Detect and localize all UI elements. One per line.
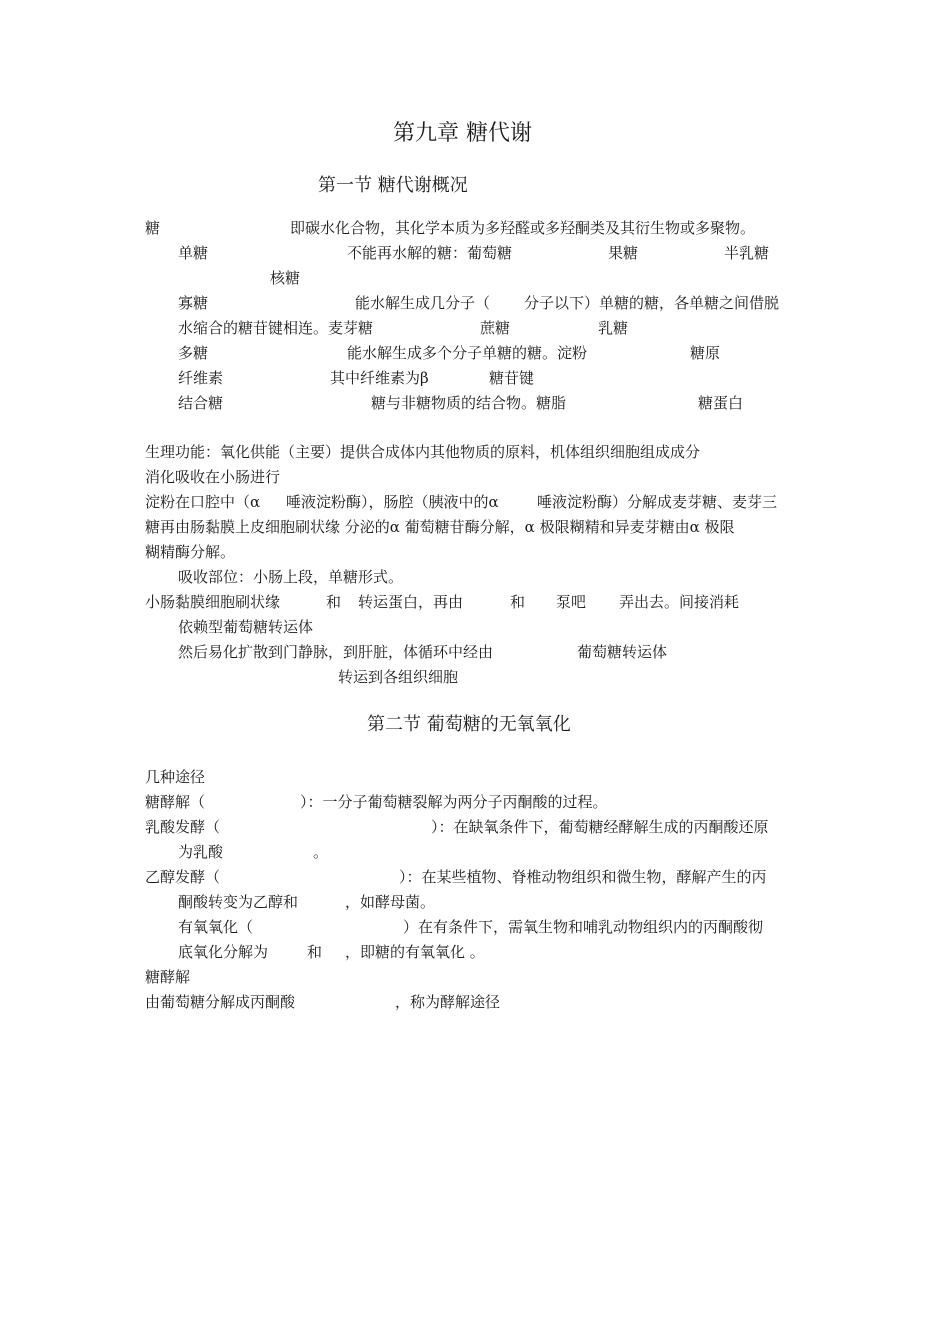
aerobic-d: 和 [307,943,323,961]
starch-line1c: 唾液淀粉酶）分解成麦芽糖、麦芽三 [537,493,778,511]
conj-term: 结合糖 [178,394,224,412]
sodium-text: 依赖型葡萄糖转运体 [178,618,314,636]
glyco-b: ）：一分子葡萄糖裂解为两分子丙酮酸的过程。 [300,793,608,811]
glyco-def-b: ，称为酵解途径 [395,993,501,1011]
chapter-title: 第九章 糖代谢 [393,121,532,146]
poly-text: 能水解生成多个分子单糖的糖。淀粉 [347,344,588,362]
brush-b: 转运蛋白，再由 [358,593,464,611]
poly-term: 多糖 [178,344,209,362]
starch-line1b: 唾液淀粉酶），肠腔（胰液中的α [286,493,499,511]
lactic-c: 为乳酸 [178,843,224,861]
glyco-head: 糖酵解 [145,968,191,986]
oligo-text2: 分子以下）单糖的糖，各单糖之间借脱 [524,294,780,312]
diffuse-a: 然后易化扩散到门静脉，到肝脏，体循环中经由 [178,643,494,661]
physio-text: 生理功能：氧化供能（主要）提供合成体内其他物质的原料，机体组织细胞组成成分 [145,443,701,461]
ethanol-d: ，如酵母菌。 [345,893,436,911]
brush-pump: 泵吧 [556,593,587,611]
lactic-a: 乳酸发酵（ [145,818,221,836]
transport-text: 转运到各组织细胞 [338,668,459,686]
ethanol-a: 乙醇发酵（ [145,868,221,886]
mono-term: 单糖 [178,244,209,262]
cellulose-term: 纤维素 [178,369,224,387]
mono-text: 不能再水解的糖：葡萄糖 [347,244,513,262]
aerobic-a: 有氧氧化（ [178,918,254,936]
digest-text: 消化吸收在小肠进行 [145,468,281,486]
glyco-a: 糖酵解（ [145,793,206,811]
mono-ex2: 半乳糖 [724,244,770,262]
oligo-term: 寡糖 [178,294,209,312]
def-text: 即碳水化合物，其化学本质为多羟醛或多羟酮类及其衍生物或多聚物。 [290,219,756,237]
starch-line2: 糖再由肠黏膜上皮细胞刷状缘 分泌的α 葡萄糖苷酶分解，α 极限糊精和异麦芽糖由α 极限 [145,518,735,536]
cellulose-bond: 糖苷键 [489,369,535,387]
oligo-ex2: 乳糖 [598,319,629,337]
section2-title: 第二节 葡萄糖的无氧氧化 [367,714,571,735]
section1-title: 第一节 糖代谢概况 [318,175,468,196]
conj-text: 糖与非糖物质的结合物。糖脂 [371,394,567,412]
mono-ex1: 果糖 [608,244,639,262]
brush-c: 弄出去。间接消耗 [619,593,740,611]
glyco-def-a: 由葡萄糖分解成丙酮酸 [145,993,296,1011]
def-term: 糖 [145,219,161,237]
oligo-line2: 水缩合的糖苷键相连。麦芽糖 [178,319,374,337]
brush-and2: 和 [510,593,526,611]
oligo-ex1: 蔗糖 [480,319,511,337]
ethanol-c: 酮酸转变为乙醇和 [178,893,299,911]
conj-ex1: 糖蛋白 [698,394,744,412]
brush-and1: 和 [326,593,342,611]
poly-ex1: 糖原 [690,344,721,362]
brush-a: 小肠黏膜细胞刷状缘 [145,593,281,611]
lactic-d: 。 [313,843,329,861]
ethanol-b: ）：在某些植物、脊椎动物组织和微生物，酵解产生的丙 [399,868,767,886]
oligo-text1: 能水解生成几分子（ [355,294,491,312]
aerobic-e: ，即糖的有氧氧化 。 [345,943,485,961]
pathways-text: 几种途径 [145,768,206,786]
absorb-text: 吸收部位：小肠上段，单糖形式。 [178,568,404,586]
diffuse-b: 葡萄糖转运体 [577,643,668,661]
aerobic-b: ）在有条件下，需氧生物和哺乳动物组织内的丙酮酸彻 [403,918,764,936]
aerobic-c: 底氧化分解为 [178,943,269,961]
mono-ex3: 核糖 [270,269,301,287]
starch-line1a: 淀粉在口腔中（α [145,493,261,511]
cellulose-text: 其中纤维素为β [330,369,429,387]
starch-line3: 糊精酶分解。 [145,543,236,561]
lactic-b: ）：在缺氧条件下，葡萄糖经酵解生成的丙酮酸还原 [431,818,769,836]
